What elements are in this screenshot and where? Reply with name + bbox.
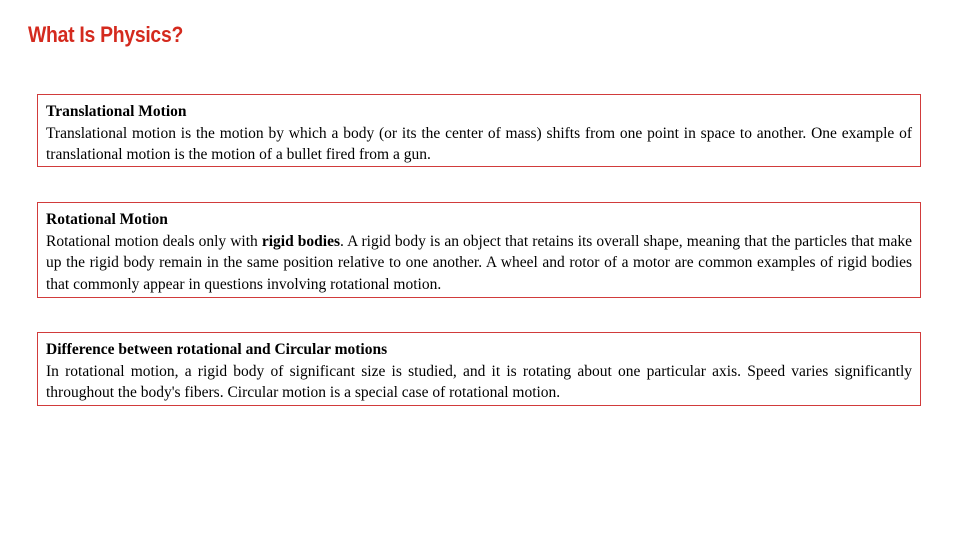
section-rotational-motion bbox=[37, 202, 921, 298]
section-body-after: . A rigid body is an object that retains its overall shape, meaning that the particles that make up the rigid body remain in the same position relative to one another. A wheel and rotor of a motor are common examples of rigid bodies that commonly appear in questions involving rotational motion. bbox=[46, 232, 912, 293]
section-heading: Translational Motion bbox=[46, 103, 187, 120]
section-body: Translational motion is the motion by which a body (or its the center of mass) shifts from one point in space to another. One example of translational motion is the motion of a bullet fired from a gun. bbox=[46, 124, 912, 163]
slide-title: What Is Physics? bbox=[28, 22, 184, 47]
section-body bbox=[46, 231, 912, 296]
section-body-before: Rotational motion deals only with bbox=[46, 232, 262, 250]
section-body: In rotational motion, a rigid body of significant size is studied, and it is rotating about one particular axis. Speed varies significantly throughout the body's fibers. Circular motion is a special case of rotational motion. bbox=[46, 362, 912, 401]
rigid-bodies-emphasis: rigid bodies bbox=[261, 232, 340, 250]
section-heading: Difference between rotational and Circular motions bbox=[46, 341, 388, 358]
section-rotational-vs-circular bbox=[37, 332, 921, 406]
section-translational-motion bbox=[37, 94, 921, 167]
section-heading: Rotational Motion bbox=[46, 211, 168, 228]
